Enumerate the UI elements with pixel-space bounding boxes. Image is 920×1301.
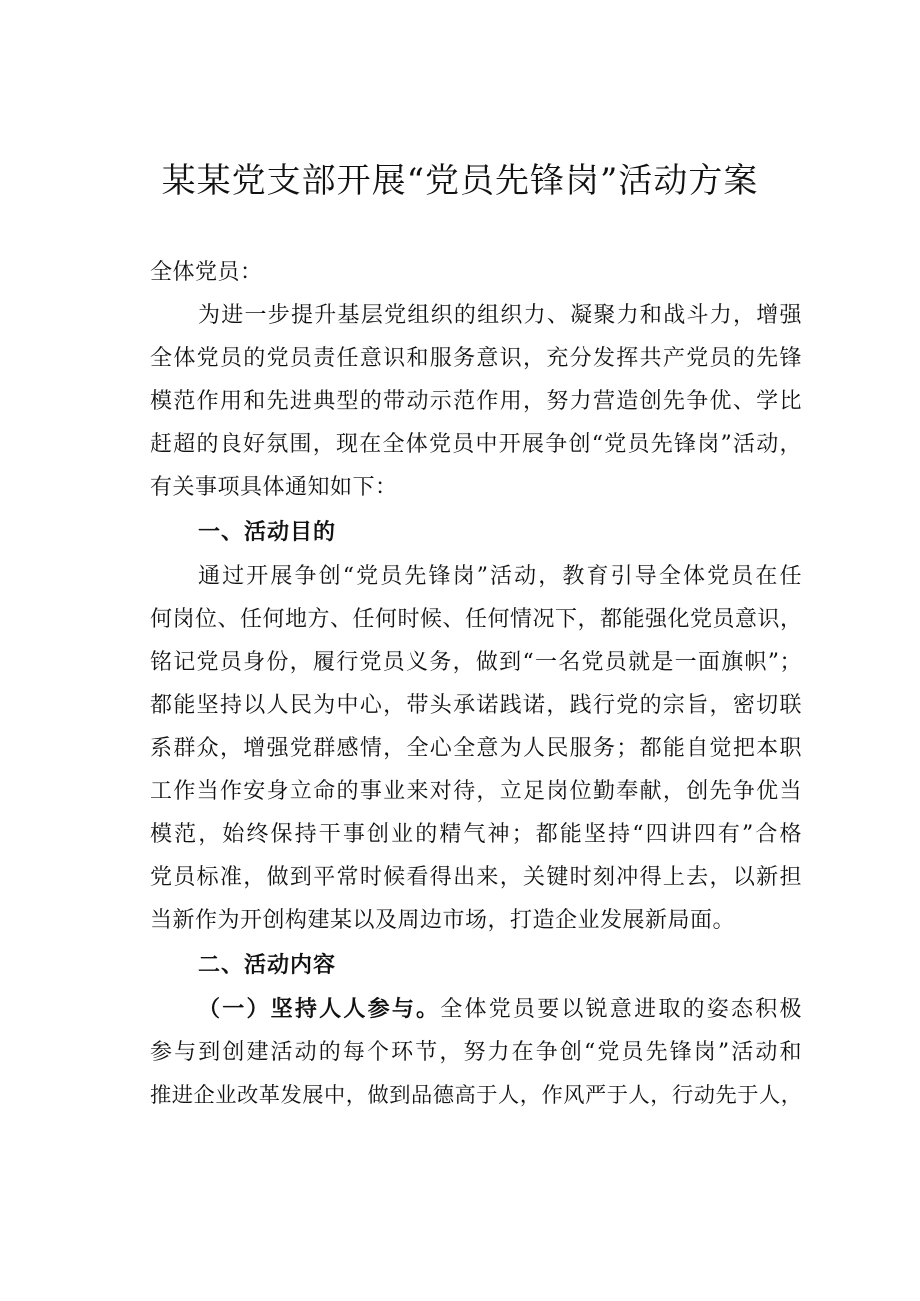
item1-label: （一）坚持人人参与。 [198, 997, 441, 1022]
intro-line: 有关事项具体通知如下： [150, 475, 398, 500]
intro-line: 为进一步提升基层党组织的组织力、凝聚力和战斗力，增强 [198, 303, 802, 328]
section2-item1-line: 参与到创建活动的每个环节，努力在争创“党员先锋岗”活动和 [150, 1040, 802, 1065]
section1-line: 当新作为开创构建某以及周边市场，打造企业发展新局面。 [150, 908, 736, 933]
salutation: 全体党员： [150, 260, 263, 285]
document-title: 某某党支部开展“党员先锋岗”活动方案 [161, 161, 759, 201]
intro-line: 全体党员的党员责任意识和服务意识，充分发挥共产党员的先锋 [150, 346, 802, 371]
section-heading-content: 二、活动内容 [198, 953, 337, 978]
intro-line: 模范作用和先进典型的带动示范作用，努力营造创先争优、学比 [150, 389, 802, 414]
section1-line: 系群众，增强党群感情，全心全意为人民服务；都能自觉把本职 [150, 736, 802, 761]
section-heading-purpose: 一、活动目的 [198, 520, 337, 545]
section2-item1-line [198, 995, 802, 1025]
section2-item1-line: 推进企业改革发展中，做到品德高于人，作风严于人，行动先于人， [150, 1083, 803, 1108]
item1-text: 全体党员要以锐意进取的姿态积极 [440, 997, 802, 1022]
section1-line: 何岗位、任何地方、任何时候、任何情况下，都能强化党员意识， [150, 607, 803, 632]
section1-line: 都能坚持以人民为中心，带头承诺践诺，践行党的宗旨，密切联 [150, 693, 802, 718]
section1-line: 工作当作安身立命的事业来对待，立足岗位勤奉献，创先争优当 [150, 779, 802, 804]
section1-line: 通过开展争创“党员先锋岗”活动，教育引导全体党员在任 [198, 564, 802, 589]
section1-line: 铭记党员身份，履行党员义务，做到“一名党员就是一面旗帜”； [150, 650, 802, 675]
section1-line: 模范，始终保持干事创业的精气神；都能坚持“四讲四有”合格 [150, 822, 802, 847]
section1-line: 党员标准，做到平常时候看得出来，关键时刻冲得上去，以新担 [150, 865, 802, 890]
intro-line: 赶超的良好氛围，现在全体党员中开展争创“党员先锋岗”活动， [150, 432, 802, 457]
